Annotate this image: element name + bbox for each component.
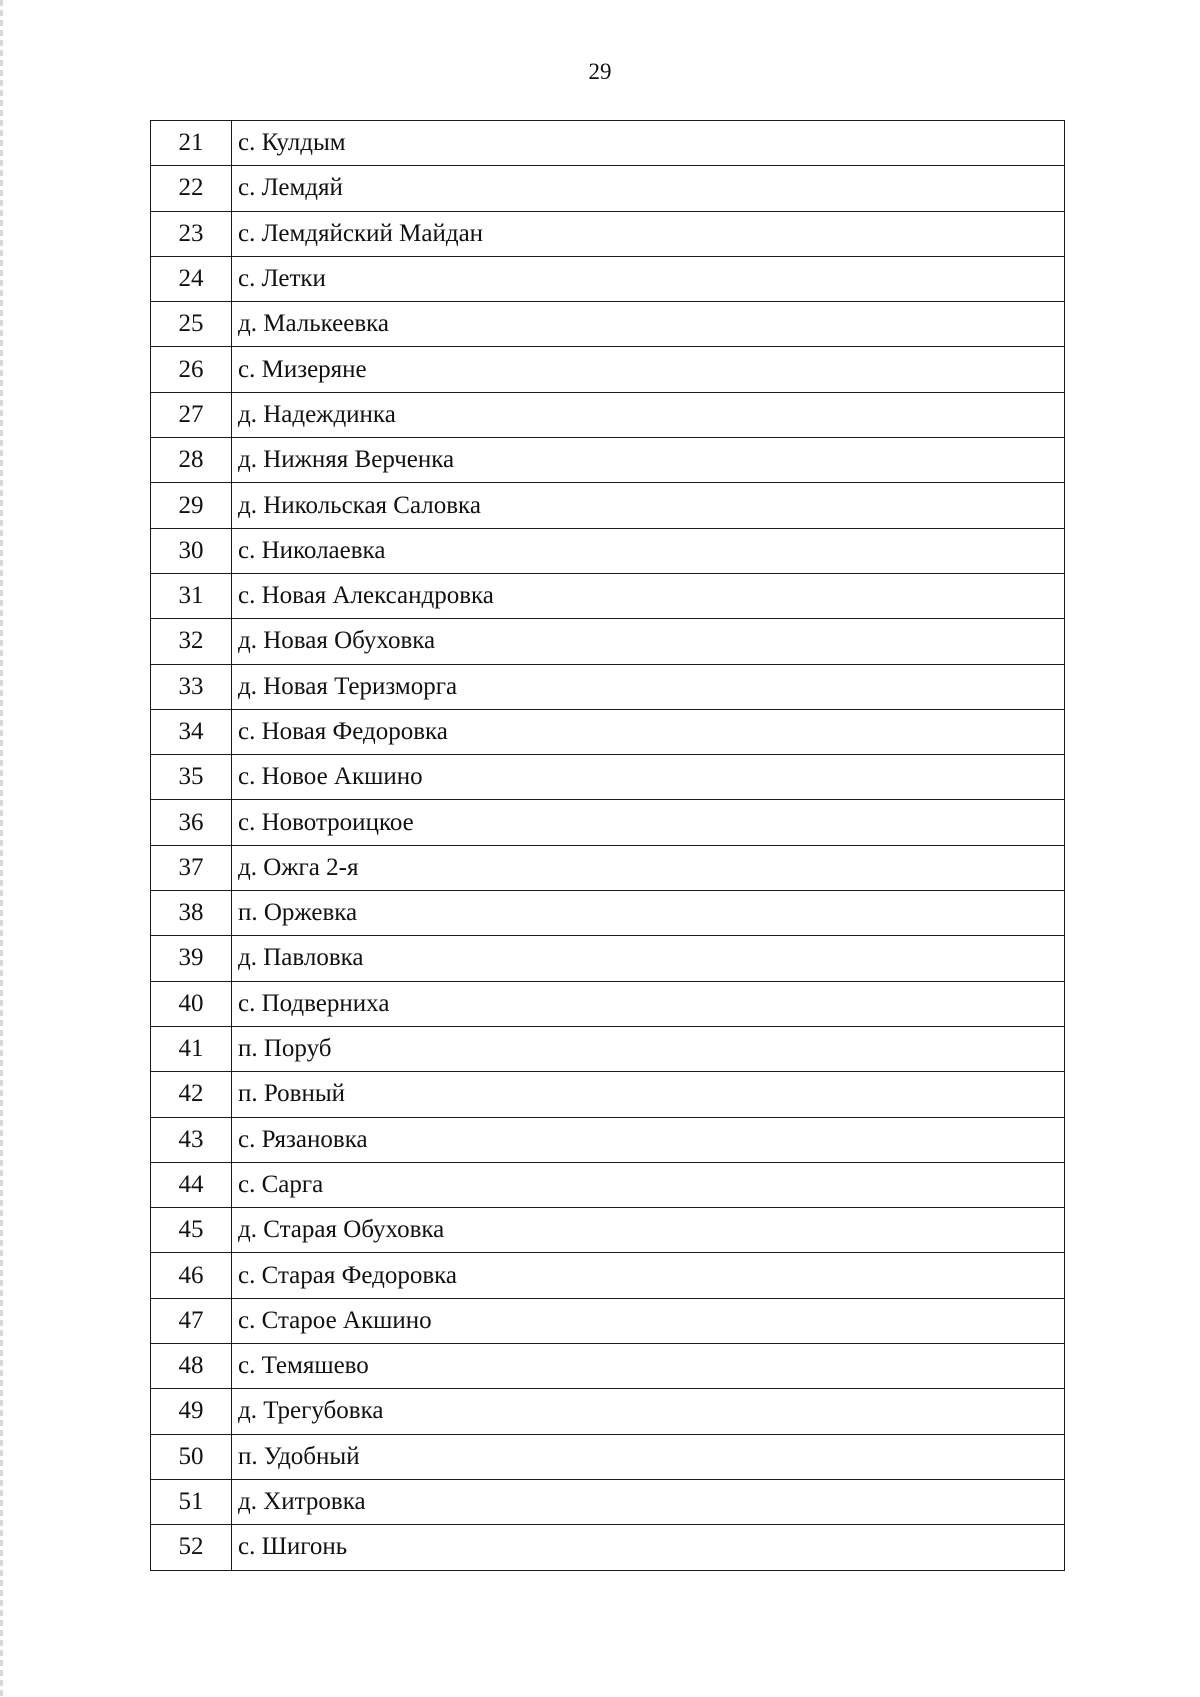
table-row <box>151 483 1065 528</box>
table-row <box>151 302 1065 347</box>
row-number: 45 <box>151 1208 232 1253</box>
row-number: 36 <box>151 800 232 845</box>
table-row <box>151 211 1065 256</box>
table-row <box>151 845 1065 890</box>
table-row <box>151 573 1065 618</box>
row-number: 42 <box>151 1072 232 1117</box>
settlement-name: с. Темяшево <box>232 1344 1065 1389</box>
settlement-name: с. Новое Акшино <box>232 755 1065 800</box>
settlement-name: д. Хитровка <box>232 1479 1065 1524</box>
settlement-name: с. Новотроицкое <box>232 800 1065 845</box>
table-row <box>151 438 1065 483</box>
settlement-name: д. Нижняя Верченка <box>232 438 1065 483</box>
settlements-table <box>150 120 1065 1571</box>
row-number: 52 <box>151 1525 232 1570</box>
settlement-name: п. Удобный <box>232 1434 1065 1479</box>
table-row <box>151 755 1065 800</box>
row-number: 35 <box>151 755 232 800</box>
row-number: 49 <box>151 1389 232 1434</box>
row-number: 29 <box>151 483 232 528</box>
settlements-table-body <box>151 121 1065 1571</box>
table-row <box>151 1389 1065 1434</box>
settlement-name: с. Лемдяй <box>232 166 1065 211</box>
row-number: 25 <box>151 302 232 347</box>
row-number: 34 <box>151 709 232 754</box>
table-row <box>151 347 1065 392</box>
table-row <box>151 709 1065 754</box>
settlement-name: с. Старое Акшино <box>232 1298 1065 1343</box>
table-row <box>151 981 1065 1026</box>
row-number: 26 <box>151 347 232 392</box>
settlement-name: д. Трегубовка <box>232 1389 1065 1434</box>
settlement-name: с. Подверниха <box>232 981 1065 1026</box>
row-number: 39 <box>151 936 232 981</box>
settlement-name: с. Рязановка <box>232 1117 1065 1162</box>
row-number: 47 <box>151 1298 232 1343</box>
row-number: 27 <box>151 392 232 437</box>
table-row <box>151 800 1065 845</box>
settlement-name: с. Летки <box>232 256 1065 301</box>
settlement-name: с. Шигонь <box>232 1525 1065 1570</box>
row-number: 30 <box>151 528 232 573</box>
row-number: 32 <box>151 619 232 664</box>
row-number: 33 <box>151 664 232 709</box>
settlement-name: с. Николаевка <box>232 528 1065 573</box>
row-number: 38 <box>151 891 232 936</box>
settlement-name: с. Кулдым <box>232 121 1065 166</box>
table-row <box>151 392 1065 437</box>
table-row <box>151 1344 1065 1389</box>
row-number: 31 <box>151 573 232 618</box>
settlement-name: с. Новая Федоровка <box>232 709 1065 754</box>
table-row <box>151 1253 1065 1298</box>
row-number: 40 <box>151 981 232 1026</box>
row-number: 41 <box>151 1026 232 1071</box>
table-row <box>151 1434 1065 1479</box>
settlement-name: д. Надеждинка <box>232 392 1065 437</box>
table-row <box>151 664 1065 709</box>
settlement-name: с. Старая Федоровка <box>232 1253 1065 1298</box>
row-number: 23 <box>151 211 232 256</box>
row-number: 46 <box>151 1253 232 1298</box>
table-row <box>151 1117 1065 1162</box>
row-number: 22 <box>151 166 232 211</box>
row-number: 43 <box>151 1117 232 1162</box>
row-number: 44 <box>151 1162 232 1207</box>
row-number: 24 <box>151 256 232 301</box>
table-row <box>151 256 1065 301</box>
table-row <box>151 1026 1065 1071</box>
settlement-name: п. Ровный <box>232 1072 1065 1117</box>
table-row <box>151 528 1065 573</box>
page-number: 29 <box>588 59 612 84</box>
settlement-name: с. Мизеряне <box>232 347 1065 392</box>
table-row <box>151 1525 1065 1570</box>
row-number: 48 <box>151 1344 232 1389</box>
settlement-name: п. Оржевка <box>232 891 1065 936</box>
row-number: 28 <box>151 438 232 483</box>
row-number: 21 <box>151 121 232 166</box>
settlement-name: д. Новая Обуховка <box>232 619 1065 664</box>
settlement-name: с. Лемдяйский Майдан <box>232 211 1065 256</box>
scan-edge-artifact <box>0 0 3 1697</box>
table-row <box>151 1208 1065 1253</box>
table-row <box>151 936 1065 981</box>
table-row <box>151 1479 1065 1524</box>
table-row <box>151 1298 1065 1343</box>
table-row <box>151 1072 1065 1117</box>
row-number: 51 <box>151 1479 232 1524</box>
table-row <box>151 1162 1065 1207</box>
table-row <box>151 166 1065 211</box>
settlement-name: д. Старая Обуховка <box>232 1208 1065 1253</box>
settlement-name: с. Сарга <box>232 1162 1065 1207</box>
table-row <box>151 891 1065 936</box>
settlement-name: д. Ожга 2-я <box>232 845 1065 890</box>
settlement-name: д. Новая Теризморга <box>232 664 1065 709</box>
row-number: 37 <box>151 845 232 890</box>
settlement-name: с. Новая Александровка <box>232 573 1065 618</box>
settlement-name: д. Никольская Саловка <box>232 483 1065 528</box>
table-row <box>151 619 1065 664</box>
settlement-name: д. Павловка <box>232 936 1065 981</box>
row-number: 50 <box>151 1434 232 1479</box>
table-row <box>151 121 1065 166</box>
settlement-name: п. Поруб <box>232 1026 1065 1071</box>
settlement-name: д. Малькеевка <box>232 302 1065 347</box>
